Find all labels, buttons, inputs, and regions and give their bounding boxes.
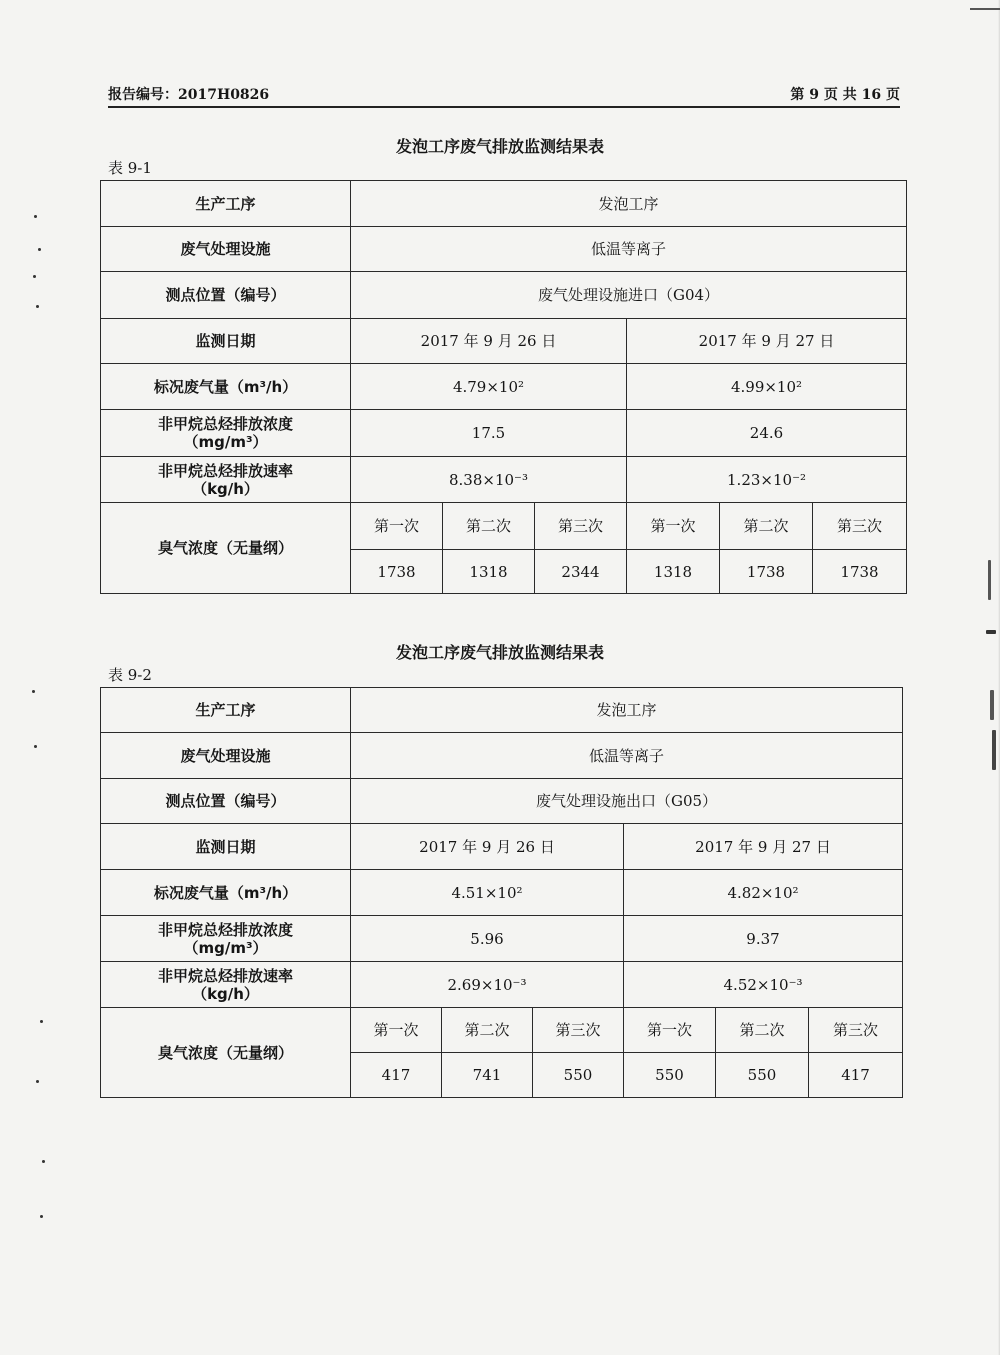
table-2-caption: 发泡工序废气排放监测结果表: [395, 643, 604, 662]
scan-mark: [988, 560, 991, 600]
rate-label-line-1: 非甲烷总烃排放速率: [157, 966, 293, 985]
table-row: [101, 1008, 903, 1053]
point-label: 测点位置（编号）: [101, 779, 351, 824]
point-value: 废气处理设施进口（G04）: [351, 272, 907, 319]
odor-value: 2344: [535, 550, 627, 594]
flow-day-1: 4.51×10²: [351, 870, 624, 916]
scan-speck: [34, 745, 37, 748]
rate-label-line-1: 非甲烷总烃排放速率: [157, 461, 293, 480]
concentration-label-line-2: （mg/m³）: [183, 938, 268, 957]
process-label: 生产工序: [101, 688, 351, 733]
scan-speck: [36, 305, 39, 308]
concentration-label: [101, 410, 351, 457]
scan-speck: [42, 1160, 45, 1163]
odor-header: 第三次: [809, 1008, 903, 1053]
table-row: [101, 733, 903, 779]
scan-speck: [32, 690, 35, 693]
rate-label-line-2: （kg/h）: [192, 479, 259, 498]
odor-header: 第三次: [533, 1008, 624, 1053]
odor-header: 第二次: [442, 1008, 533, 1053]
table-row: [101, 272, 907, 319]
odor-value: 1738: [720, 550, 813, 594]
scan-speck: [36, 1080, 39, 1083]
table-row: [101, 916, 903, 962]
process-value: 发泡工序: [351, 181, 907, 227]
odor-value: 417: [809, 1053, 903, 1098]
table-1-caption: 发泡工序废气排放监测结果表: [395, 137, 604, 156]
scan-mark: [990, 690, 994, 720]
table-row: [101, 688, 903, 733]
concentration-label-line-1: 非甲烷总烃排放浓度: [157, 415, 293, 433]
date-day-1: 2017 年 9 月 26 日: [351, 824, 624, 870]
rate-label: [101, 457, 351, 503]
odor-label: 臭气浓度（无量纲）: [101, 503, 351, 594]
rate-label: [101, 962, 351, 1008]
date-label: 监测日期: [101, 824, 351, 870]
facility-label: 废气处理设施: [101, 227, 351, 272]
flow-label: 标况废气量（m³/h）: [101, 364, 351, 410]
date-day-2: 2017 年 9 月 27 日: [627, 319, 907, 364]
odor-header: 第三次: [813, 503, 907, 550]
scan-mark: [970, 8, 1000, 10]
odor-value: 550: [533, 1053, 624, 1098]
table-row: [101, 503, 907, 550]
table-row: [101, 824, 903, 870]
odor-value: 550: [716, 1053, 809, 1098]
odor-header: 第一次: [351, 503, 443, 550]
odor-value: 1738: [813, 550, 907, 594]
concentration-label-line-1: 非甲烷总烃排放浓度: [157, 920, 293, 939]
concentration-label: [101, 916, 351, 962]
results-table-2: [100, 687, 903, 1098]
table-row: [101, 962, 903, 1008]
scan-speck: [40, 1020, 43, 1023]
rate-label-line-2: （kg/h）: [192, 984, 259, 1003]
odor-value: 550: [624, 1053, 716, 1098]
table-row: [101, 319, 907, 364]
results-table-1: [100, 180, 907, 594]
odor-value: 1738: [351, 550, 443, 594]
process-value: 发泡工序: [351, 688, 903, 733]
scan-mark: [986, 630, 996, 634]
rate-day-2: 4.52×10⁻³: [624, 962, 903, 1008]
odor-value: 741: [442, 1053, 533, 1098]
flow-day-2: 4.82×10²: [624, 870, 903, 916]
odor-value: 417: [351, 1053, 442, 1098]
rate-day-2: 1.23×10⁻²: [627, 457, 907, 503]
odor-label: 臭气浓度（无量纲）: [101, 1008, 351, 1098]
odor-header: 第二次: [716, 1008, 809, 1053]
facility-label: 废气处理设施: [101, 733, 351, 779]
flow-day-2: 4.99×10²: [627, 364, 907, 410]
odor-header: 第一次: [351, 1008, 442, 1053]
concentration-day-1: 5.96: [351, 916, 624, 962]
odor-value: 1318: [627, 550, 720, 594]
scan-speck: [34, 215, 37, 218]
odor-header: 第一次: [624, 1008, 716, 1053]
rate-day-1: 8.38×10⁻³: [351, 457, 627, 503]
scan-speck: [40, 1215, 43, 1218]
concentration-day-2: 9.37: [624, 916, 903, 962]
flow-label: 标况废气量（m³/h）: [101, 870, 351, 916]
flow-day-1: 4.79×10²: [351, 364, 627, 410]
odor-header: 第二次: [720, 503, 813, 550]
table-row: [101, 870, 903, 916]
rate-day-1: 2.69×10⁻³: [351, 962, 624, 1008]
table-row: [101, 364, 907, 410]
page-header: [108, 84, 900, 108]
scan-mark: [992, 730, 996, 770]
facility-value: 低温等离子: [351, 733, 903, 779]
report-number: 报告编号：2017H0826: [108, 87, 270, 103]
odor-header: 第三次: [535, 503, 627, 550]
date-day-1: 2017 年 9 月 26 日: [351, 319, 627, 364]
table-row: [101, 457, 907, 503]
point-label: 测点位置（编号）: [101, 272, 351, 319]
table-row: [101, 227, 907, 272]
table-row: [101, 410, 907, 457]
table-row: [101, 181, 907, 227]
point-value: 废气处理设施出口（G05）: [351, 779, 903, 824]
scan-speck: [33, 275, 36, 278]
odor-header: 第二次: [443, 503, 535, 550]
concentration-day-1: 17.5: [351, 410, 627, 457]
page-number: 第 9 页 共 16 页: [790, 87, 900, 103]
date-label: 监测日期: [101, 319, 351, 364]
table-row: [101, 779, 903, 824]
scan-speck: [38, 248, 41, 251]
process-label: 生产工序: [101, 181, 351, 227]
facility-value: 低温等离子: [351, 227, 907, 272]
concentration-day-2: 24.6: [627, 410, 907, 457]
odor-value: 1318: [443, 550, 535, 594]
date-day-2: 2017 年 9 月 27 日: [624, 824, 903, 870]
concentration-label-line-2: （mg/m³）: [183, 433, 268, 451]
table-1-tag: 表 9-1: [108, 159, 152, 177]
odor-header: 第一次: [627, 503, 720, 550]
table-2-tag: 表 9-2: [108, 666, 152, 684]
